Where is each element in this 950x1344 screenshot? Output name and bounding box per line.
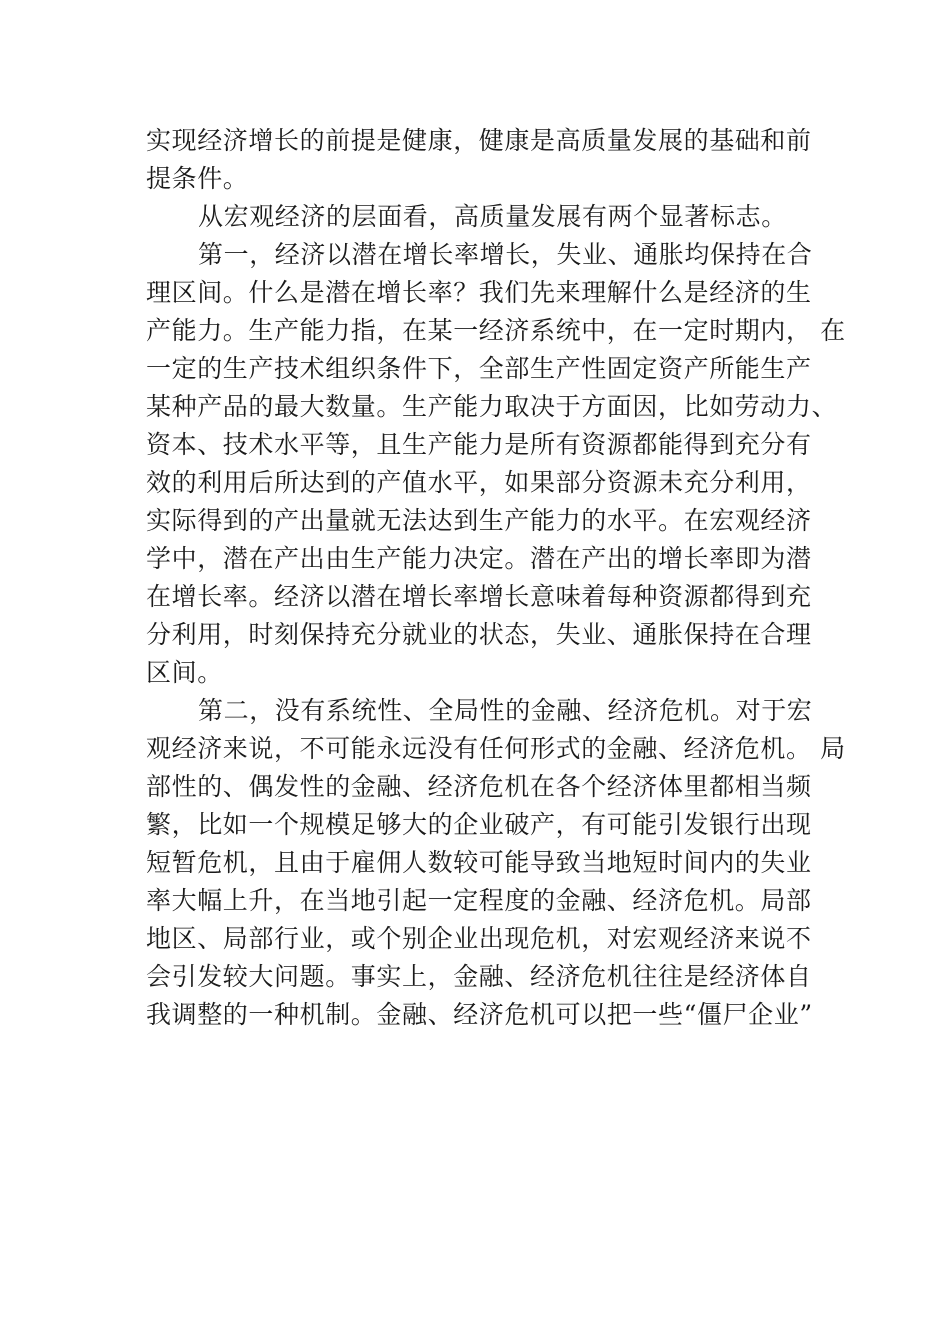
text-line: 我调整的一种机制。金融、经济危机可以把一些“僵尸企业” — [146, 1000, 813, 1029]
text-line: 分利用，时刻保持充分就业的状态，失业、通胀保持在合理 — [146, 620, 812, 649]
text-line: 区间。 — [146, 658, 223, 687]
text-line: 第二，没有系统性、全局性的金融、经济危机。对于宏 — [198, 696, 813, 725]
text-line: 短暂危机，且由于雇佣人数较可能导致当地短时间内的失业 — [146, 848, 812, 877]
text-line: 效的利用后所达到的产值水平，如果部分资源未充分利用， — [146, 468, 812, 497]
text-line: 资本、技术水平等，且生产能力是所有资源都能得到充分有 — [146, 430, 812, 459]
text-line: 学中，潜在产出由生产能力决定。潜在产出的增长率即为潜 — [146, 544, 812, 573]
text-line: 会引发较大问题。事实上，金融、经济危机往往是经济体自 — [146, 962, 812, 991]
body-text — [146, 122, 846, 1034]
text-line: 实现经济增长的前提是健康，健康是高质量发展的基础和前 — [146, 126, 812, 155]
text-line: 一定的生产技术组织条件下，全部生产性固定资产所能生产 — [146, 354, 812, 383]
text-line: 地区、局部行业，或个别企业出现危机，对宏观经济来说不 — [146, 924, 812, 953]
text-line: 产能力。生产能力指，在某一经济系统中，在一定时期内， 在 — [146, 316, 846, 345]
text-line: 某种产品的最大数量。生产能力取决于方面因，比如劳动力、 — [146, 392, 838, 421]
text-line: 实际得到的产出量就无法达到生产能力的水平。在宏观经济 — [146, 506, 812, 535]
text-line: 观经济来说，不可能永远没有任何形式的金融、经济危机。 局 — [146, 734, 846, 763]
text-line: 率大幅上升，在当地引起一定程度的金融、经济危机。局部 — [146, 886, 812, 915]
text-line: 繁，比如一个规模足够大的企业破产，有可能引发银行出现 — [146, 810, 812, 839]
text-line: 部性的、偶发性的金融、经济危机在各个经济体里都相当频 — [146, 772, 812, 801]
text-line: 理区间。什么是潜在增长率？我们先来理解什么是经济的生 — [146, 278, 812, 307]
text-line: 从宏观经济的层面看，高质量发展有两个显著标志。 — [198, 202, 787, 231]
text-line: 在增长率。经济以潜在增长率增长意味着每种资源都得到充 — [146, 582, 812, 611]
text-line: 第一，经济以潜在增长率增长，失业、通胀均保持在合 — [198, 240, 813, 269]
text-line: 提条件。 — [146, 164, 249, 193]
